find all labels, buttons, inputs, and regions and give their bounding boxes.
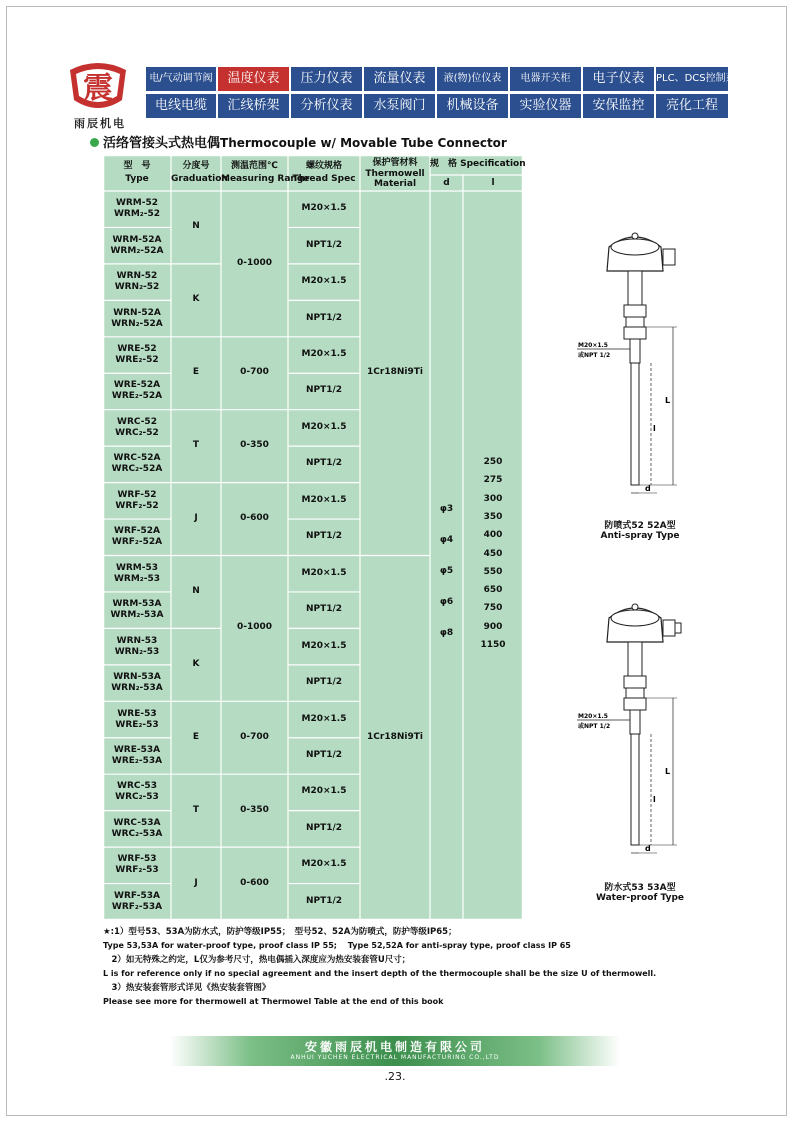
table-cell-type: WRC-52A <box>113 453 161 464</box>
diagram-label-thread: M20×1.5 <box>578 713 608 720</box>
table-cell-thread: NPT1/2 <box>305 312 343 323</box>
table-cell-graduation: K <box>192 294 200 305</box>
table-cell-l: 350 <box>483 511 503 522</box>
table-cell-graduation: N <box>192 221 200 232</box>
table-cell-thread: NPT1/2 <box>305 458 343 469</box>
nav-item[interactable]: 温度仪表 <box>218 67 289 91</box>
table-cell-type-alt: WRM₂-52A <box>110 245 164 256</box>
table-cell-range: 0-350 <box>240 440 269 451</box>
table-cell-l: 450 <box>483 548 503 559</box>
table-cell-thread: M20×1.5 <box>301 567 347 578</box>
diagram-label-d: d <box>645 484 651 493</box>
header-type-cn: 型 号 <box>123 161 151 171</box>
header-l: l <box>491 178 495 188</box>
nav-item[interactable]: 电/气动调节阀 <box>146 67 216 91</box>
table-cell-type-alt: WRN₂-52 <box>114 282 160 293</box>
table-cell-type: WRE-52A <box>113 380 161 391</box>
table-cell-l: 650 <box>483 585 503 596</box>
table-cell-thread: NPT1/2 <box>305 677 343 688</box>
diagram-anti-spray-caption-en: Anti-spray Type <box>600 531 680 541</box>
header-type-en: Type <box>125 174 149 184</box>
table-cell-graduation: T <box>192 440 200 451</box>
header-thread-cn: 螺纹规格 <box>305 161 342 171</box>
table-cell-type: WRE-52 <box>117 344 157 355</box>
diagram-label-thread-alt: 或NPT 1/2 <box>578 723 611 730</box>
nav-row-2 <box>146 94 730 118</box>
nav-item[interactable]: 机械设备 <box>437 94 508 118</box>
table-cell-type-alt: WRN₂-52A <box>111 318 163 329</box>
table-cell-l: 550 <box>483 566 503 577</box>
table-cell-l: 275 <box>483 475 503 486</box>
header-graduation-cn: 分度号 <box>182 161 210 171</box>
table-cell-type-alt: WRC₂-53 <box>115 792 159 803</box>
table-cell-type-alt: WRN₂-53A <box>111 683 163 694</box>
table-cell-d: φ4 <box>439 535 454 546</box>
table-cell-l: 750 <box>483 603 503 614</box>
note-line: 2）如无特殊之约定，L仅为参考尺寸，热电偶插入深度应为热安装套管U尺寸； <box>103 955 411 965</box>
table-cell-type-alt: WRE₂-52 <box>115 355 159 366</box>
diagram-label-d: d <box>645 844 651 853</box>
note-line: ★:1）型号53、53A为防水式，防护等级IP55； 型号52、52A为防喷式，防护等级IP65； <box>103 927 457 937</box>
header-d: d <box>443 178 450 188</box>
table-cell-thread: M20×1.5 <box>301 349 347 360</box>
table-cell-thread: M20×1.5 <box>301 494 347 505</box>
bullet-icon <box>90 138 99 147</box>
nav-item[interactable]: 安保监控 <box>583 94 654 118</box>
table-cell-type-alt: WRC₂-52 <box>115 427 159 438</box>
diagram-water-proof-caption-cn: 防水式53 53A型 <box>604 883 676 893</box>
page-number: .23. <box>384 1070 406 1083</box>
table-cell-thread: M20×1.5 <box>301 276 347 287</box>
table-cell-d: φ6 <box>439 597 454 608</box>
table-cell-type: WRM-53 <box>115 562 159 573</box>
note-line: Please see more for thermowell at Thermowel Table at the end of this book <box>103 997 444 1006</box>
table-cell-graduation: N <box>192 585 200 596</box>
table-cell-thread: M20×1.5 <box>301 713 347 724</box>
notes <box>103 925 703 1009</box>
note-line: Type 53,53A for water-proof type, proof class IP 55; Type 52,52A for anti-spray type, proof class IP 65 <box>103 941 571 950</box>
table-cell-thread: NPT1/2 <box>305 239 343 250</box>
table-cell-l: 400 <box>483 530 503 541</box>
table-cell-type: WRC-53A <box>113 817 161 828</box>
table-cell-thread: M20×1.5 <box>301 786 347 797</box>
nav-item[interactable]: 亮化工程 <box>656 94 728 118</box>
header-spec: 规 格 Specification <box>430 159 526 169</box>
table-cell-type: WRM-52A <box>112 234 162 245</box>
table-cell-type: WRN-53A <box>113 672 161 683</box>
table-cell-thread: NPT1/2 <box>305 385 343 396</box>
table-cell-type-alt: WRM₂-53 <box>113 573 160 584</box>
section-title <box>90 132 507 151</box>
table-cell-range: 0-1000 <box>236 622 273 633</box>
footer-company-cn: 安徽雨辰机电制造有限公司 <box>304 1040 485 1054</box>
table-cell-type: WRN-52 <box>116 271 158 282</box>
nav-item[interactable]: 电线电缆 <box>146 94 216 118</box>
table-cell-type: WRE-53 <box>117 708 157 719</box>
company-logo <box>62 60 134 112</box>
table-cell-type-alt: WRF₂-52A <box>111 537 163 548</box>
footer-company-en: ANHUI YUCHEN ELECTRICAL MANUFACTURING CO.,LTD <box>290 1054 500 1061</box>
table-cell-material: 1Cr18Ni9Ti <box>367 731 423 742</box>
diagram-label-l: l <box>653 424 656 433</box>
table-cell-type: WRF-52 <box>117 489 157 500</box>
table-cell-l: 250 <box>483 457 503 468</box>
table-cell-type: WRF-53A <box>114 890 160 901</box>
diagram-label-thread: M20×1.5 <box>578 342 608 349</box>
header-thread-en: Thread Spec <box>292 174 356 184</box>
brand-name: 雨辰机电 <box>74 117 126 130</box>
table-cell-thread: M20×1.5 <box>301 859 347 870</box>
category-nav <box>146 67 746 121</box>
table-cell-type-alt: WRC₂-53A <box>111 828 163 839</box>
table-cell-type: WRF-53 <box>117 854 157 865</box>
table-cell-type: WRM-52 <box>115 198 159 209</box>
table-cell-d: φ3 <box>439 504 454 515</box>
note-line: L is for reference only if no special agreement and the insert depth of the thermocouple shall be the size U of thermowell. <box>103 969 657 978</box>
nav-item[interactable]: 流量仪表 <box>364 67 435 91</box>
table-cell-type-alt: WRM₂-52 <box>113 209 160 220</box>
spec-table <box>103 155 526 920</box>
table-cell-type: WRC-52 <box>117 416 157 427</box>
table-cell-thread: NPT1/2 <box>305 749 343 760</box>
header-range-cn: 测温范围℃ <box>231 161 278 171</box>
table-cell-thread: M20×1.5 <box>301 421 347 432</box>
table-cell-d: φ5 <box>439 566 454 577</box>
nav-item[interactable]: 分析仪表 <box>291 94 362 118</box>
diagram-label-l: l <box>653 795 656 804</box>
nav-item[interactable]: 水泵阀门 <box>364 94 435 118</box>
table-cell-type-alt: WRE₂-53A <box>111 755 163 766</box>
nav-item[interactable]: 电器开关柜 <box>510 67 581 91</box>
table-cell-d: φ8 <box>439 628 454 639</box>
table-cell-type-alt: WRF₂-52 <box>115 500 159 511</box>
table-cell-graduation: J <box>194 877 198 888</box>
table-cell-type: WRM-53A <box>112 599 162 610</box>
table-cell-l: 300 <box>483 493 503 504</box>
nav-item[interactable]: 压力仪表 <box>291 67 362 91</box>
table-cell-range: 0-600 <box>240 877 269 888</box>
table-cell-graduation: E <box>192 731 200 742</box>
header-range-en: Measuring Range <box>221 174 310 184</box>
table-cell-type-alt: WRE₂-53 <box>115 719 159 730</box>
diagram-label-thread-alt: 或NPT 1/2 <box>578 352 611 359</box>
nav-row-1 <box>146 67 746 91</box>
table-cell-type-alt: WRF₂-53A <box>111 901 163 912</box>
thermocouple-drawing <box>575 590 705 865</box>
thermocouple-drawing <box>575 215 705 505</box>
table-cell-l: 900 <box>483 621 503 632</box>
table-cell-range: 0-700 <box>240 731 269 742</box>
diagram-label-L: L <box>665 767 671 776</box>
table-cell-graduation: T <box>192 804 200 815</box>
nav-item[interactable]: 液(物)位仪表 <box>437 67 508 91</box>
section-title-en: Thermocouple w/ Movable Tube Connector <box>220 136 507 150</box>
table-cell-material: 1Cr18Ni9Ti <box>367 367 423 378</box>
table-cell-type: WRF-52A <box>114 526 160 537</box>
table-cell-type-alt: WRM₂-53A <box>110 610 164 621</box>
diagram-water-proof <box>575 590 705 865</box>
table-cell-l: 1150 <box>480 640 506 651</box>
nav-item[interactable]: PLC、DCS控制系统 <box>656 67 728 91</box>
diagram-anti-spray-caption-cn: 防喷式52 52A型 <box>604 521 676 531</box>
nav-item[interactable]: 实验仪器 <box>510 94 581 118</box>
header-graduation-en: Graduation <box>171 174 228 184</box>
table-cell-type: WRE-53A <box>113 744 161 755</box>
header-material-cn: 保护管材料 <box>372 158 418 168</box>
header-material-en2: Material <box>373 179 417 189</box>
table-cell-graduation: J <box>194 513 198 524</box>
table-cell-type: WRC-53 <box>117 781 157 792</box>
table-cell-thread: NPT1/2 <box>305 822 343 833</box>
table-cell-graduation: K <box>192 658 200 669</box>
nav-item[interactable]: 汇线桥架 <box>218 94 289 118</box>
diagram-label-L: L <box>665 396 671 405</box>
section-title-cn: 活络管接头式热电偶 <box>103 136 221 151</box>
table-cell-type: WRN-53 <box>116 635 158 646</box>
table-cell-graduation: E <box>192 367 200 378</box>
header-material-en: Thermowell <box>365 169 425 179</box>
table-cell-thread: NPT1/2 <box>305 604 343 615</box>
table-cell-thread: M20×1.5 <box>301 203 347 214</box>
table-cell-thread: M20×1.5 <box>301 640 347 651</box>
table-cell-type-alt: WRN₂-53 <box>114 646 160 657</box>
table-cell-range: 0-1000 <box>236 257 273 268</box>
table-cell-thread: NPT1/2 <box>305 895 343 906</box>
table-cell-range: 0-350 <box>240 804 269 815</box>
table-cell-type-alt: WRF₂-53 <box>115 865 159 876</box>
table-cell-range: 0-600 <box>240 513 269 524</box>
table-cell-type-alt: WRC₂-52A <box>111 464 163 475</box>
table-cell-type-alt: WRE₂-52A <box>111 391 163 402</box>
logo-char: 震 <box>83 71 113 106</box>
table-cell-type: WRN-52A <box>113 307 161 318</box>
table-cell-thread: NPT1/2 <box>305 531 343 542</box>
diagram-anti-spray <box>575 215 705 505</box>
note-line: 3）热安装套管形式详见《热安装套管图》 <box>103 983 271 993</box>
nav-item[interactable]: 电子仪表 <box>583 67 654 91</box>
diagram-water-proof-caption-en: Water-proof Type <box>595 893 685 903</box>
table-cell-range: 0-700 <box>240 367 269 378</box>
